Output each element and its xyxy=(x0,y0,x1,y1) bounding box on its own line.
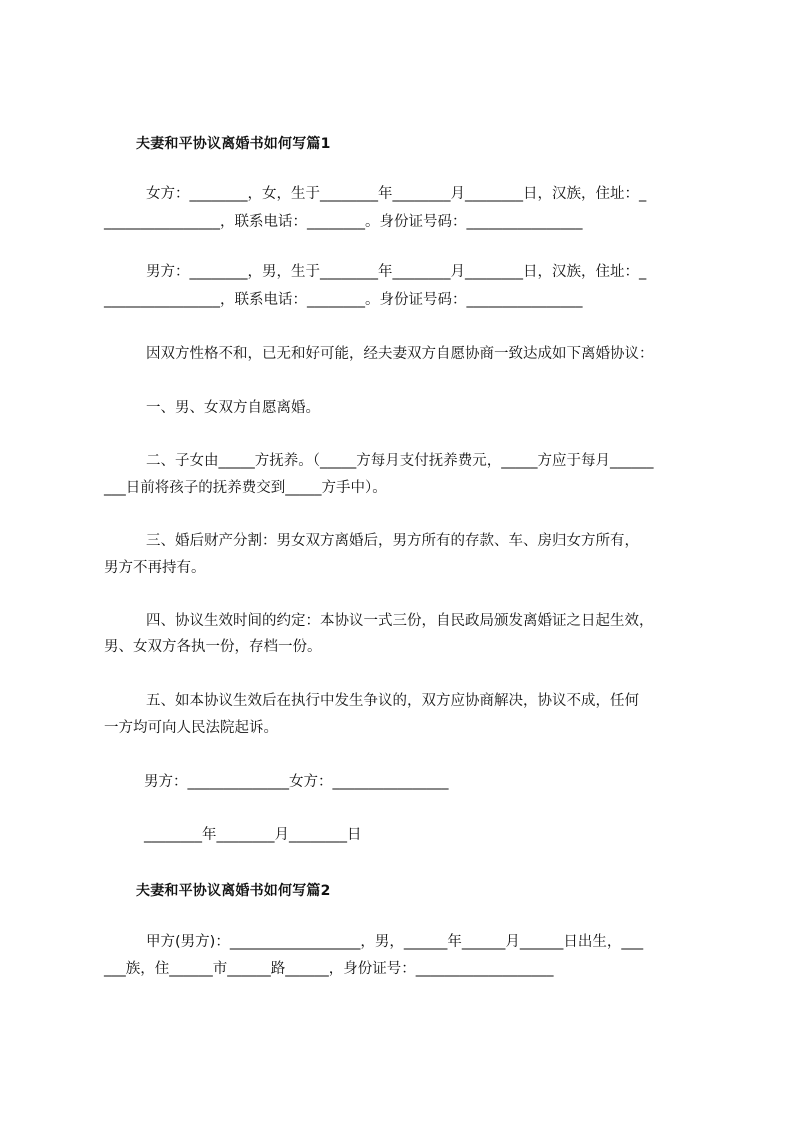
section2-title: 夫妻和平协议离婚书如何写篇2 xyxy=(136,883,331,899)
section1-title: 夫妻和平协议离婚书如何写篇1 xyxy=(136,136,331,152)
clause-2-line2: ___日前将孩子的抚养费交到_____方手中）。 xyxy=(104,480,387,496)
clause-2-line1: 二、子女由_____方抚养。（_____方每月支付抚养费元，_____方应于每月______ xyxy=(146,453,654,469)
male-info-line2: ________________，联系电话：________。身份证号码：________________ xyxy=(104,292,583,308)
party-a-line2: ___族，住______市______路______，身份证号：___________________ xyxy=(104,961,554,977)
clause-4-line1: 四、协议生效时间的约定：本协议一式三份，自民政局颁发离婚证之日起生效， xyxy=(146,613,654,629)
intro-paragraph: 因双方性格不和，已无和好可能，经夫妻双方自愿协商一致达成如下离婚协议： xyxy=(146,346,654,362)
male-info-line1: 男方：________，男，生于________年________月________日，汉族，住址：_ xyxy=(146,264,647,280)
female-info-line2: ________________，联系电话：________。身份证号码：________________ xyxy=(104,214,583,230)
signature-line: 男方：______________女方：________________ xyxy=(144,774,449,790)
party-a-line1: 甲方(男方)：__________________，男，______年______月______日出生，___ xyxy=(146,934,644,950)
clause-3-line2: 男方不再持有。 xyxy=(104,560,206,576)
clause-1: 一、男、女双方自愿离婚。 xyxy=(146,400,320,416)
clause-4-line2: 男、女双方各执一份，存档一份。 xyxy=(104,639,322,655)
clause-5-line1: 五、如本协议生效后在执行中发生争议的，双方应协商解决，协议不成，任何 xyxy=(146,693,639,709)
clause-3-line1: 三、婚后财产分割：男女双方离婚后，男方所有的存款、车、房归女方所有， xyxy=(146,533,639,549)
date-line: ________年________月________日 xyxy=(144,827,362,843)
female-info-line1: 女方：________，女，生于________年________月________日，汉族，住址：_ xyxy=(146,186,647,202)
clause-5-line2: 一方均可向人民法院起诉。 xyxy=(104,720,278,736)
